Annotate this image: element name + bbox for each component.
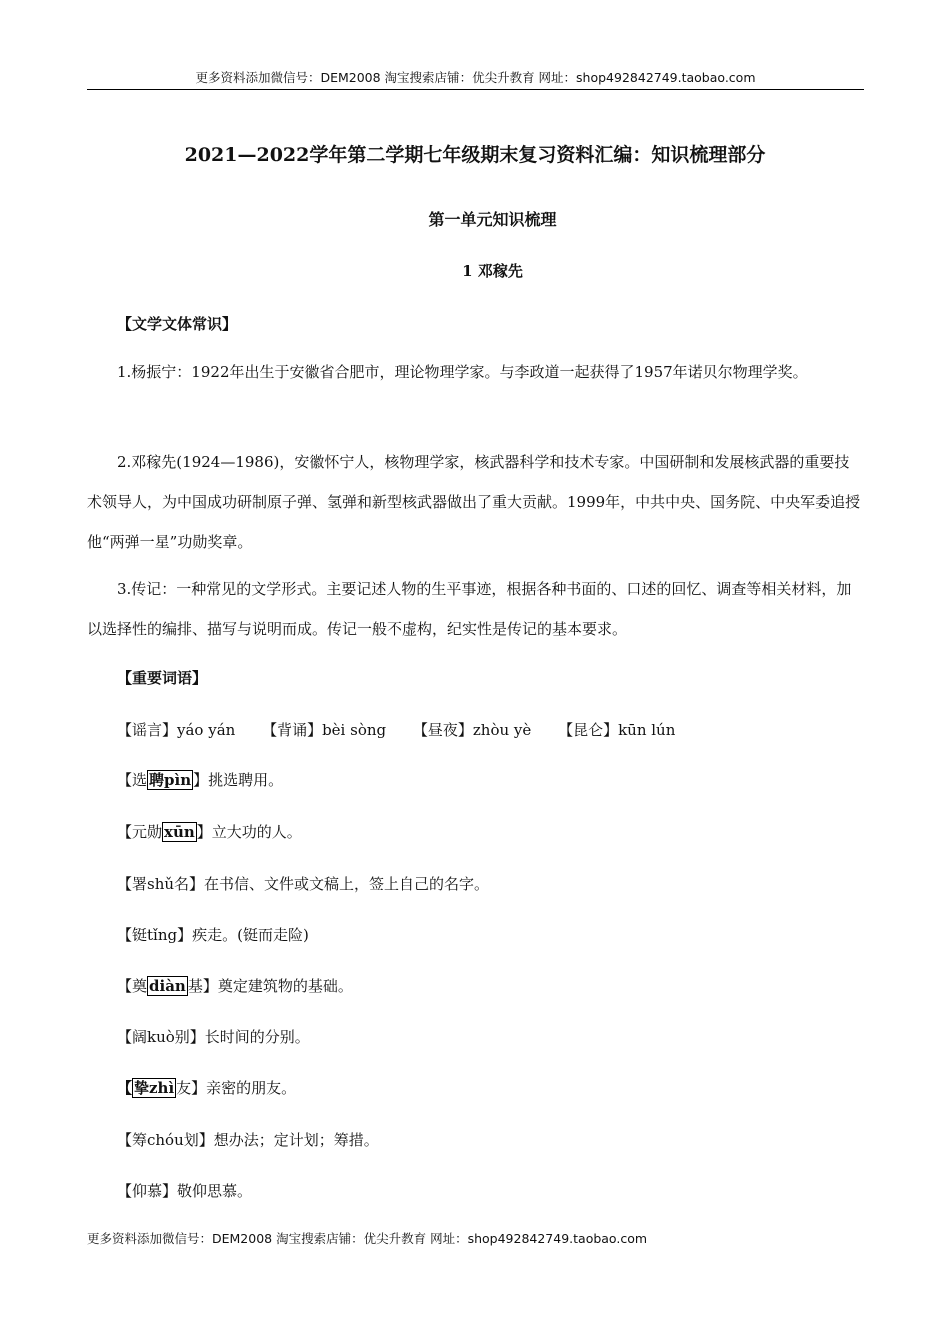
document-title: 2021—2022学年第二学期七年级期末复习资料汇编：知识梳理部分	[184, 144, 766, 166]
vocab-text: 友】亲密的朋友。	[176, 1079, 297, 1097]
boxed-char: diàn	[149, 977, 186, 995]
paragraph-deng-jiaxian: 2.邓稼先(1924—1986)，安徽怀宁人，核物理学家，核武器科学和技术专家。中国研制和发展核武器的重要技术领导人，为中国成功研制原子弹、氢弹和新型核武器做出了重大贡献。1999年，中共中央、国务院、中央军委追授他“两弹一星”功勋奖章。	[87, 453, 861, 551]
boxed-char: xūn	[164, 823, 195, 841]
vocab-word: 【昼夜】zhòu yè	[412, 721, 532, 739]
vocab-item	[117, 975, 353, 996]
vocab-word: 【昆仑】kūn lún	[558, 721, 676, 739]
vocab-text: 【阔kuò别】长时间的分别。	[117, 1028, 310, 1046]
boxed-char: 聘pìn	[149, 771, 192, 789]
vocab-row	[117, 719, 697, 740]
unit-title: 第一单元知识梳理	[428, 210, 557, 229]
vocab-text: 【选	[117, 771, 148, 789]
vocab-item	[117, 924, 309, 945]
vocab-word: 【背诵】bèi sòng	[262, 721, 387, 739]
vocab-item	[117, 1026, 310, 1047]
section-heading-vocabulary: 【重要词语】	[117, 669, 208, 687]
page-footer: 更多资料添加微信号：DEM2008 淘宝搜索店铺：优尖升教育 网址：shop492842749.taobao.com	[87, 1231, 648, 1246]
vocab-text: 【奠	[117, 977, 148, 995]
vocab-item	[117, 1129, 379, 1150]
vocab-item	[117, 1180, 252, 1201]
vocab-item	[117, 873, 489, 894]
paragraph-biography: 3.传记：一种常见的文学形式。主要记述人物的生平事迹，根据各种书面的、口述的回忆、调查等相关材料，加以选择性的编排、描写与说明而成。传记一般不虚构，纪实性是传记的基本要求。	[87, 580, 852, 638]
boxed-char: 挚zhì	[134, 1079, 175, 1097]
vocab-text: 【铤tǐng】疾走。(铤而走险)	[117, 926, 309, 944]
vocab-word: 【谣言】yáo yán	[117, 721, 236, 739]
vocab-text: 【	[117, 1079, 133, 1097]
vocab-item	[117, 1077, 296, 1098]
vocab-text: 【仰慕】敬仰思慕。	[117, 1182, 253, 1200]
page-header: 更多资料添加微信号：DEM2008 淘宝搜索店铺：优尖升教育 网址：shop492842749.taobao.com	[87, 68, 864, 90]
lesson-title: 1 邓稼先	[462, 262, 523, 280]
vocab-text: 【筹chóu划】想办法；定计划；筹措。	[117, 1131, 379, 1149]
vocab-item	[117, 769, 283, 790]
vocab-text: 基】奠定建筑物的基础。	[187, 977, 353, 995]
vocab-item	[117, 821, 302, 842]
paragraph-yang-zhenning: 1.杨振宁：1922年出生于安徽省合肥市，理论物理学家。与李政道一起获得了1957年诺贝尔物理学奖。	[117, 363, 808, 381]
vocab-text: 【署shǔ名】在书信、文件或文稿上，签上自己的名字。	[117, 875, 490, 893]
vocab-text: 】立大功的人。	[196, 823, 302, 841]
section-heading-literary: 【文学文体常识】	[117, 315, 238, 333]
vocab-text: 】挑选聘用。	[193, 771, 284, 789]
vocab-text: 【元勋	[117, 823, 163, 841]
